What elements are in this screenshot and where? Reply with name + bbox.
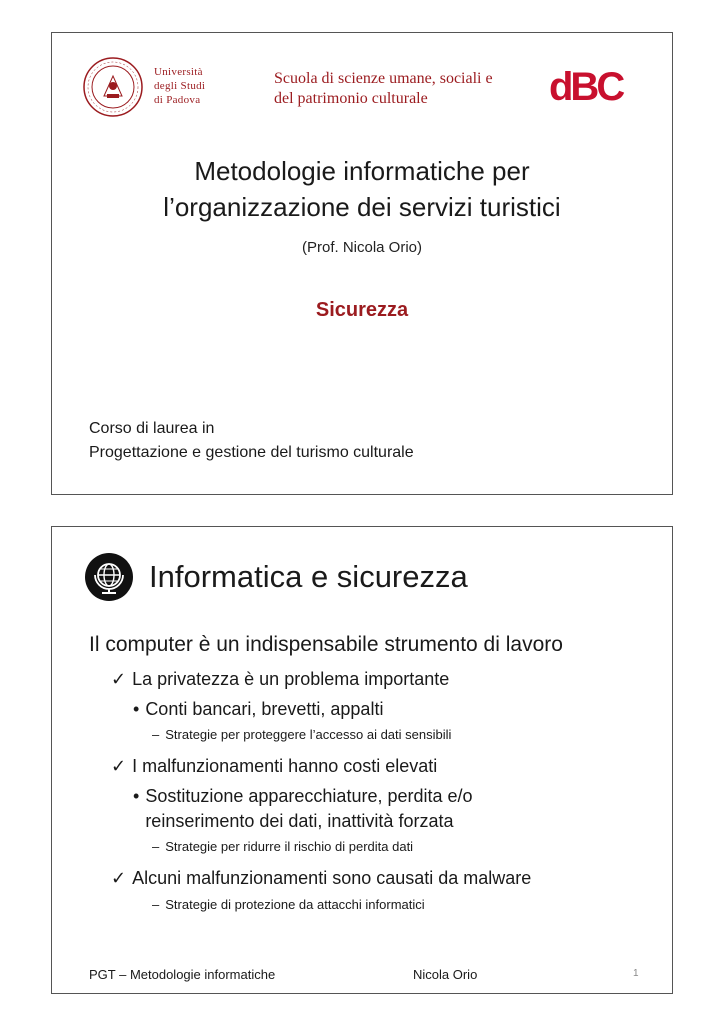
dash-icon: – [152,839,160,854]
bullet-icon: • [133,699,140,719]
title-slide [51,32,673,495]
checkmark-icon: ✓ [111,756,127,776]
university-seal-icon [82,56,144,118]
content-slide [51,526,673,994]
school-line1: Scuola di scienze umane, sociali e [274,70,493,87]
course-line1: Corso di laurea in [89,420,215,437]
list-item [133,697,662,722]
list-item [111,667,662,691]
checkmark-icon: ✓ [111,868,127,888]
footer-course: PGT – Metodologie informatiche [89,967,276,982]
list-item [152,726,662,744]
dash-item-text: Strategie per ridurre il rischio di perdita dati [165,839,414,854]
dash-icon: – [152,727,160,742]
main-point: Il computer è un indispensabile strumento di lavoro [89,633,563,656]
university-line2: degli Studi [154,80,206,92]
title-line1: Metodologie informatiche per [194,156,530,186]
bullet-line2: reinserimento dei dati, inattività forzata [145,811,454,831]
bullet-icon: • [133,786,140,806]
check-item-text: I malfunzionamenti hanno costi elevati [132,756,438,776]
title-line2: l’organizzazione dei servizi turistici [163,192,561,222]
university-line3: di Padova [154,94,201,106]
page-number: 1 [633,968,639,979]
footer-author: Nicola Orio [413,967,478,982]
checkmark-icon: ✓ [111,669,127,689]
list-item [152,838,662,856]
bullet-item-text [145,784,472,834]
school-name [274,69,493,109]
bullet-list [89,631,662,924]
department-logo: dBC [549,65,623,109]
globe-icon [85,553,133,601]
dash-icon: – [152,897,160,912]
slide-title: Informatica e sicurezza [149,559,468,594]
university-name [154,65,205,107]
professor-name: (Prof. Nicola Orio) [301,239,423,256]
dash-item-text: Strategie di protezione da attacchi informatici [165,897,425,912]
list-item [111,866,662,890]
course-line2: Progettazione e gestione del turismo culturale [89,444,414,461]
university-line1: Università [154,66,203,78]
school-line2: del patrimonio culturale [274,90,428,107]
bullet-item-text: Conti bancari, brevetti, appalti [145,699,384,719]
course-info [89,417,414,465]
list-item [152,896,662,914]
bullet-line1: Sostituzione apparecchiature, perdita e/o [145,786,473,806]
slide-title [52,153,672,225]
dash-item-text: Strategie per proteggere l’accesso ai dati sensibili [165,727,452,742]
topic-title: Sicurezza [315,299,409,321]
list-item [133,784,662,834]
check-item-text: Alcuni malfunzionamenti sono causati da malware [132,868,532,888]
list-item [111,754,662,778]
check-item-text: La privatezza è un problema importante [132,669,450,689]
